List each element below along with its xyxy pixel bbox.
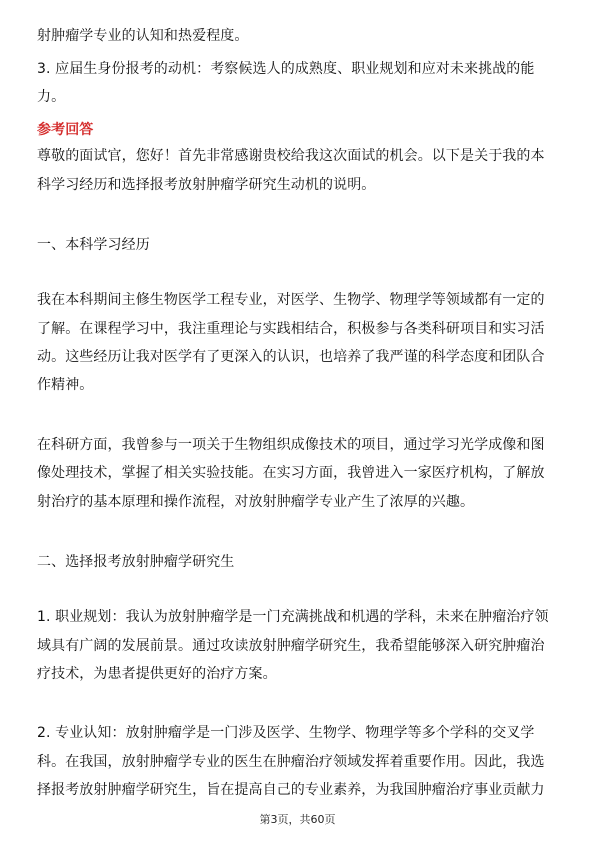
text-line-12: 在科研方面，我曾参与一项关于生物组织成像技术的项目，通过学习光学成像和图 <box>37 437 545 453</box>
text-line-6: 科学习经历和选择报考放射肿瘤学研究生动机的说明。 <box>37 177 376 193</box>
text-line-13: 像处理技术，掌握了相关实验技能。在实习方面，我曾进入一家医疗机构，了解放 <box>37 465 545 481</box>
text-line-18: 疗技术，为患者提供更好的治疗方案。 <box>37 666 277 682</box>
text-line-8: 我在本科期间主修生物医学工程专业，对医学、生物学、物理学等领域都有一定的 <box>37 292 545 308</box>
text-line-9: 了解。在课程学习中，我注重理论与实践相结合，积极参与各类科研项目和实习活 <box>37 321 545 337</box>
text-line-16: 1. 职业规划：我认为放射肿瘤学是一门充满挑战和机遇的学科，未来在肿瘤治疗领 <box>37 609 549 625</box>
text-line-14: 射治疗的基本原理和操作流程，对放射肿瘤学专业产生了浓厚的兴趣。 <box>37 494 475 510</box>
text-line-11: 作精神。 <box>37 377 94 393</box>
section-heading-2: 二、选择报考放射肿瘤学研究生 <box>37 554 235 570</box>
text-line-1: 射肿瘤学专业的认知和热爱程度。 <box>37 28 249 44</box>
text-line-21: 择报考放射肿瘤学研究生，旨在提高自己的专业素养，为我国肿瘤治疗事业贡献力 <box>37 782 545 798</box>
page-number: 第3页，共60页 <box>259 813 336 826</box>
text-line-17: 域具有广阔的发展前景。通过攻读放射肿瘤学研究生，我希望能够深入研究肿瘤治 <box>37 638 545 654</box>
text-line-3: 力。 <box>37 89 66 105</box>
text-line-20: 科。在我国，放射肿瘤学专业的医生在肿瘤治疗领域发挥着重要作用。因此，我选 <box>37 754 545 770</box>
reference-answer-heading: 参考回答 <box>37 122 94 138</box>
text-line-19: 2. 专业认知：放射肿瘤学是一门涉及医学、生物学、物理学等多个学科的交叉学 <box>37 725 535 741</box>
text-line-10: 动。这些经历让我对医学有了更深入的认识，也培养了我严谨的科学态度和团队合 <box>37 349 545 365</box>
text-line-2: 3. 应届生身份报考的动机：考察候选人的成熟度、职业规划和应对未来挑战的能 <box>37 61 535 77</box>
text-line-5: 尊敬的面试官，您好！首先非常感谢贵校给我这次面试的机会。以下是关于我的本 <box>37 148 545 164</box>
section-heading-1: 一、本科学习经历 <box>37 237 150 253</box>
